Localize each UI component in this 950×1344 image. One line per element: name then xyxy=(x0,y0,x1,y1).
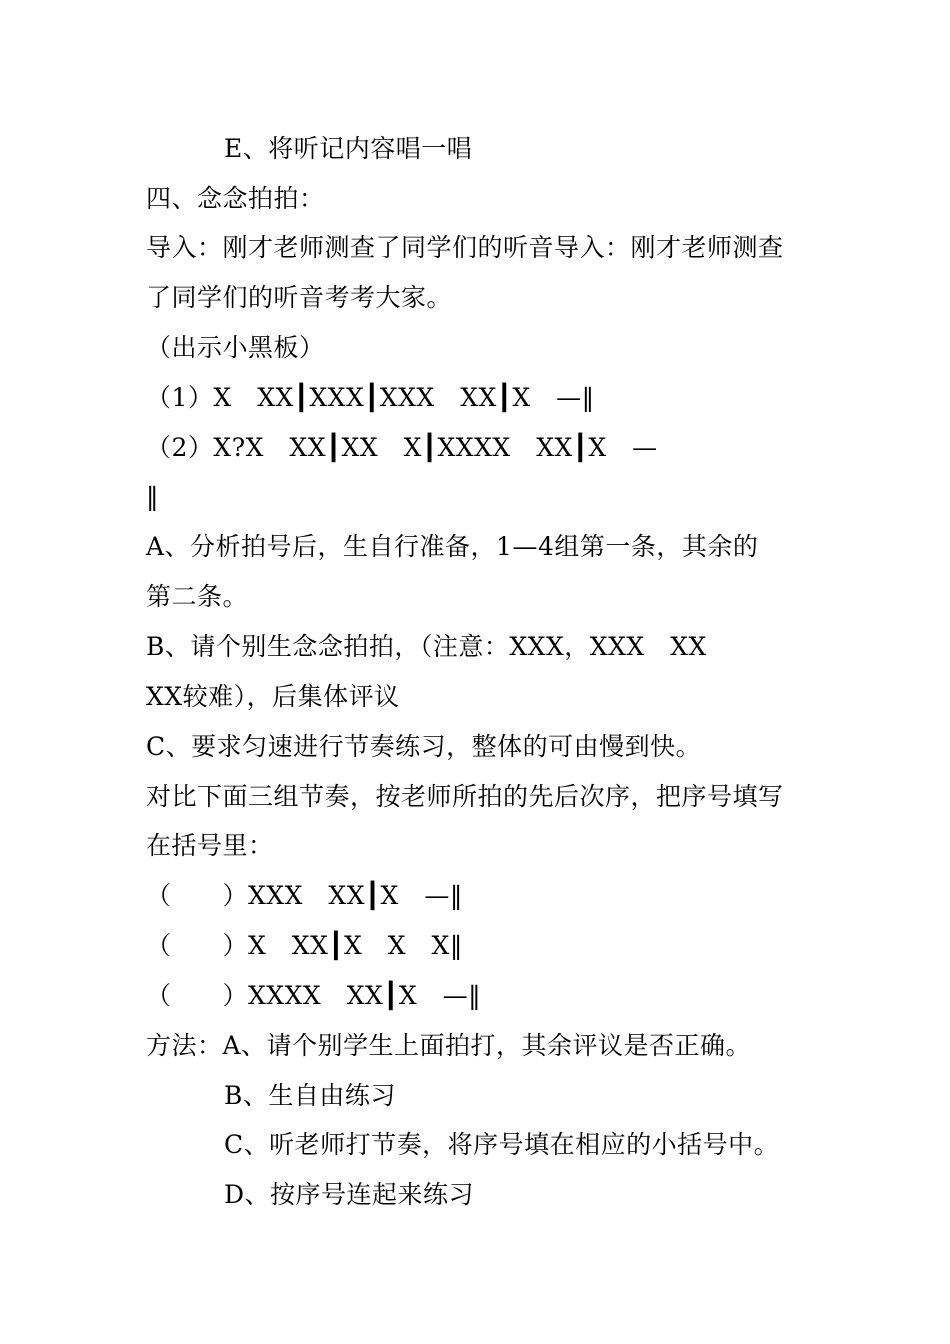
text-line: XX较难），后集体评议 xyxy=(146,682,400,711)
text-line: 了同学们的听音考考大家。 xyxy=(146,283,453,312)
text-line: C、要求匀速进行节奏练习，整体的可由慢到快。 xyxy=(146,732,702,761)
text-line: 第二条。 xyxy=(146,582,249,611)
text-line: 在括号里： xyxy=(146,831,274,860)
rhythm-line: （1）X XX┃XXX┃XXX XX┃X —‖ xyxy=(146,383,595,412)
text-line: （出示小黑板） xyxy=(146,333,325,362)
text-line: A、分析拍号后，生自行准备，1—4组第一条，其余的 xyxy=(146,532,759,561)
text-line: 对比下面三组节奏，按老师所拍的先后次序，把序号填写 xyxy=(146,782,784,811)
rhythm-line: （2）X?X XX┃XX X┃XXXX XX┃X — xyxy=(146,433,658,462)
text-line: 方法：A、请个别学生上面拍打，其余评议是否正确。 xyxy=(146,1031,752,1060)
rhythm-line: （ ）XXX XX┃X —‖ xyxy=(146,881,463,910)
rhythm-line: ‖ xyxy=(146,482,159,511)
text-line: B、请个别生念念拍拍，（注意：XXX，XXX XX xyxy=(146,632,707,661)
text-line: C、听老师打节奏，将序号填在相应的小括号中。 xyxy=(224,1130,780,1159)
rhythm-line: （ ）XXXX XX┃X —‖ xyxy=(146,981,482,1010)
text-line: B、生自由练习 xyxy=(224,1081,396,1110)
rhythm-line: （ ）X XX┃X X X‖ xyxy=(146,931,463,960)
text-line: E、将听记内容唱一唱 xyxy=(224,134,473,163)
section-heading: 四、念念拍拍： xyxy=(146,184,325,213)
text-line: D、按序号连起来练习 xyxy=(224,1180,475,1209)
text-line: 导入：刚才老师测查了同学们的听音导入：刚才老师测查 xyxy=(146,233,784,262)
